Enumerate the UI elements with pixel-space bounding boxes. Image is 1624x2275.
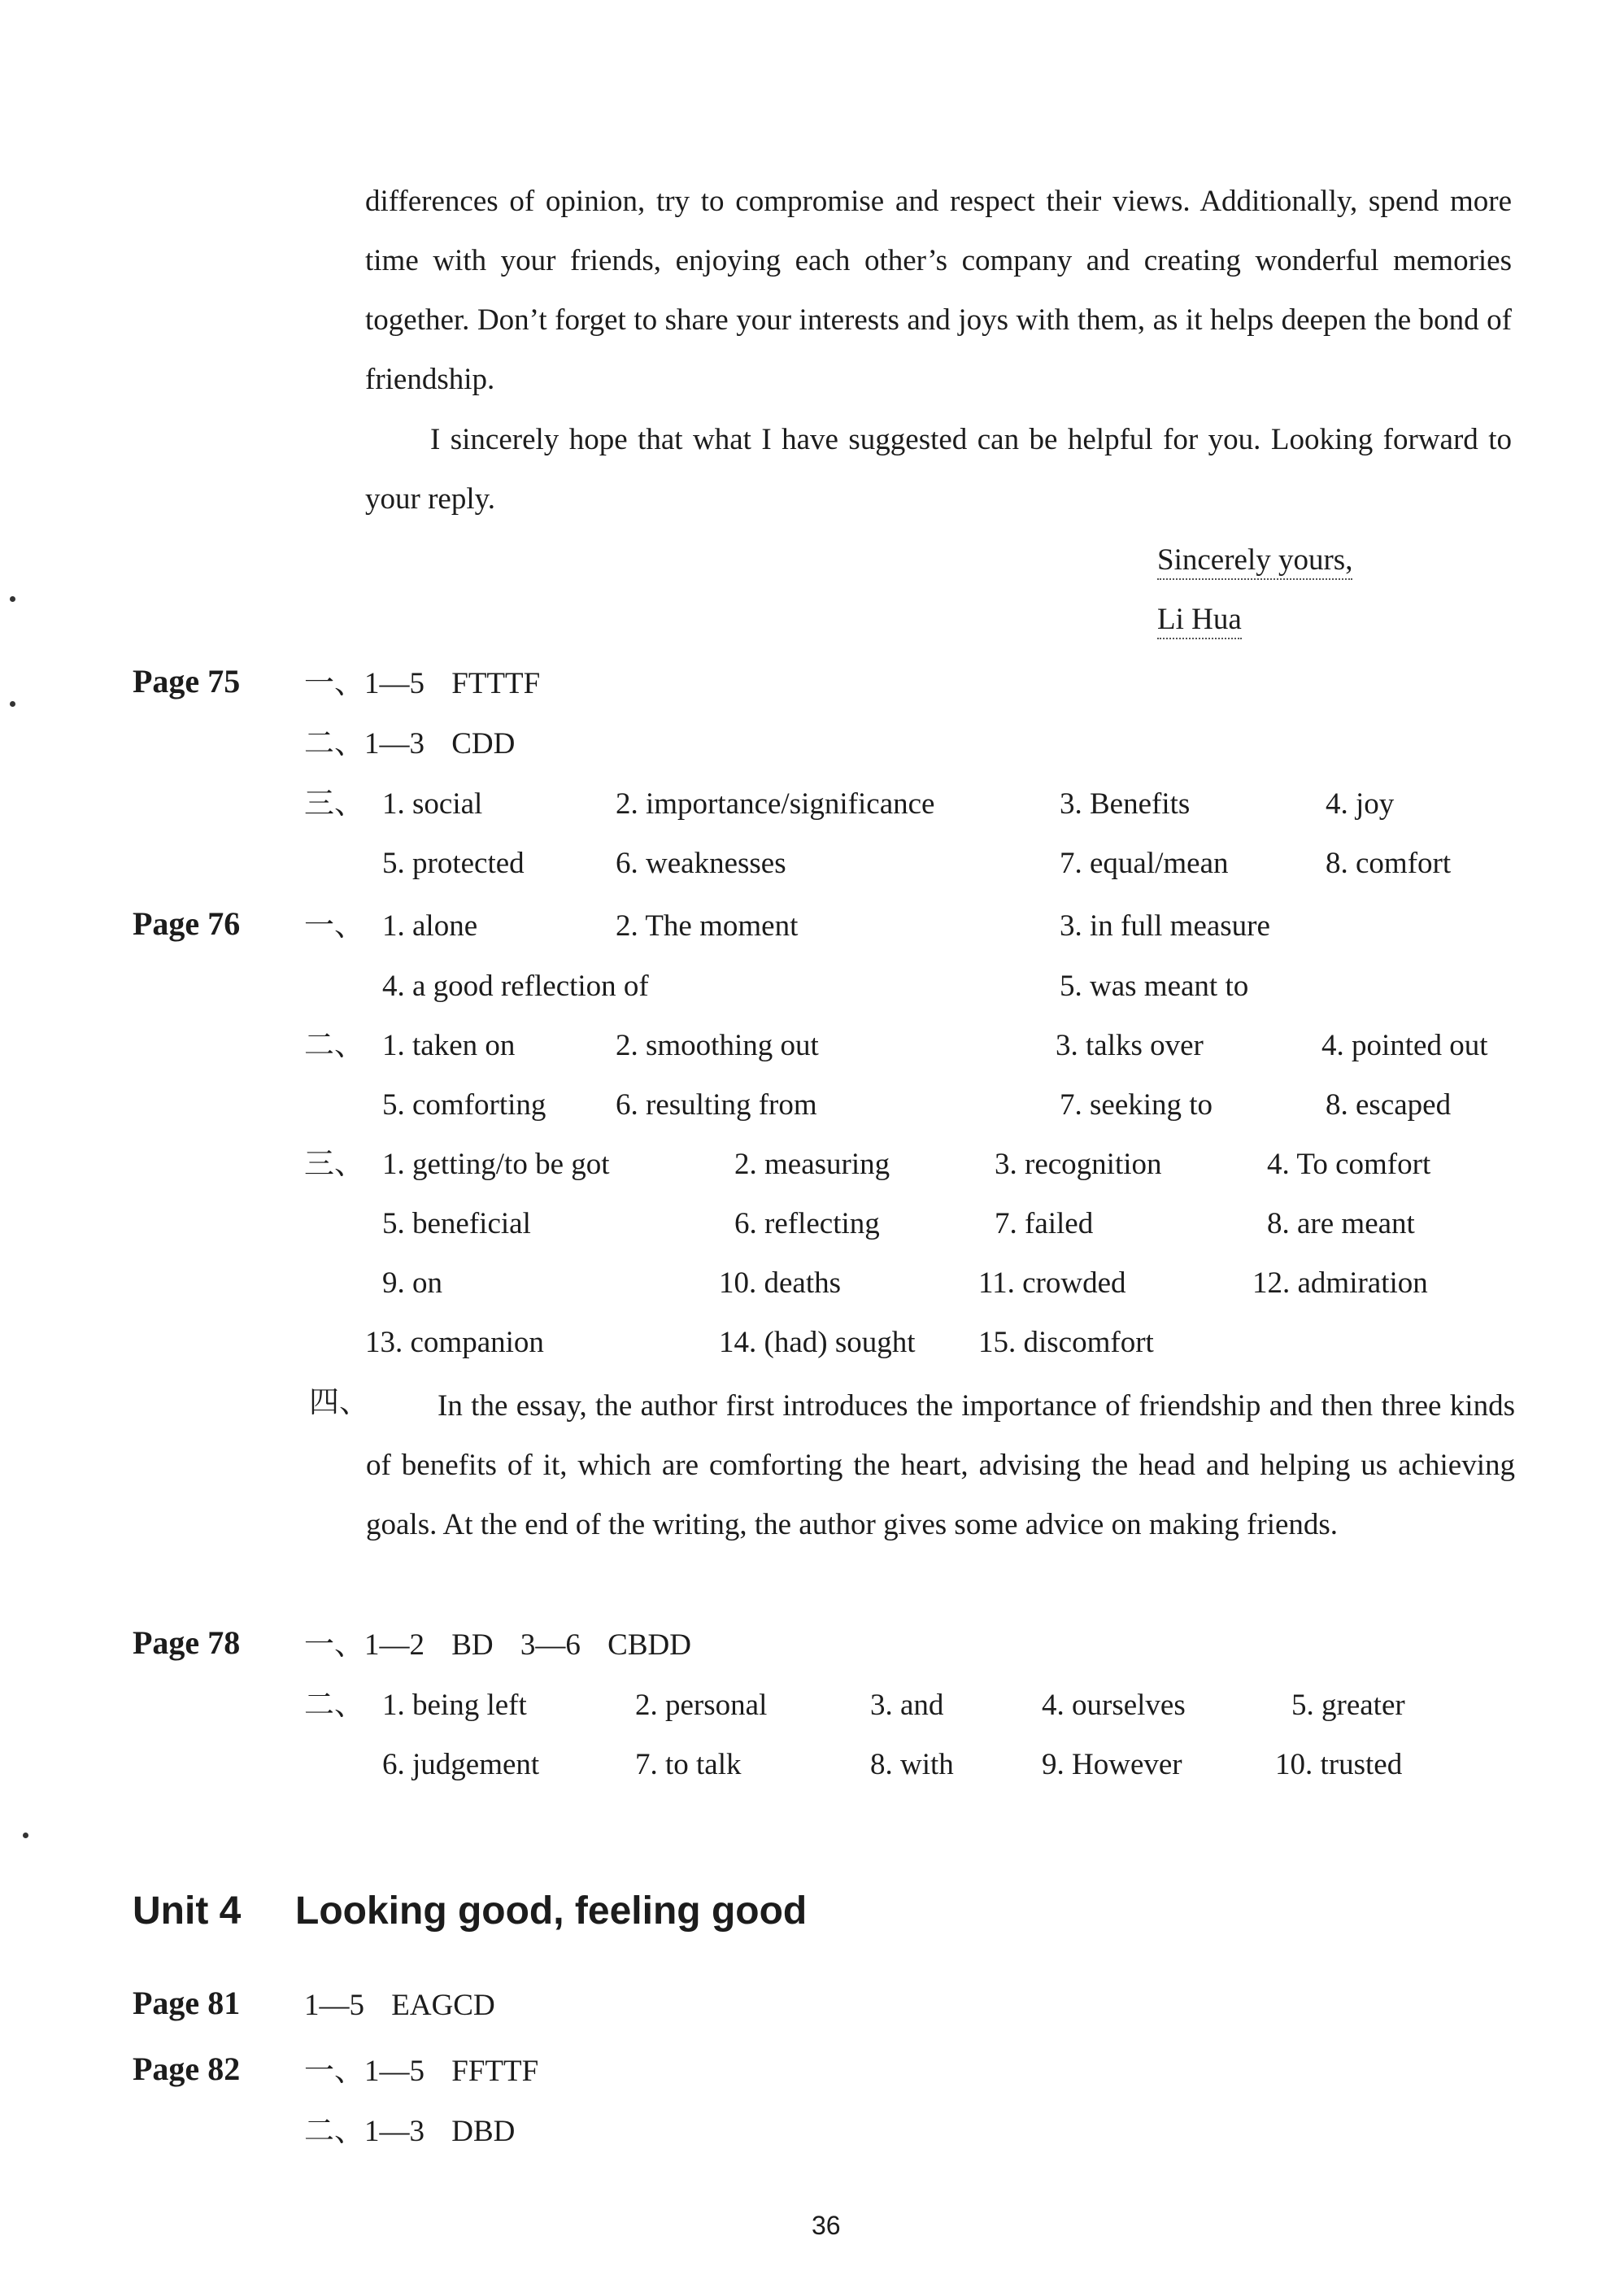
answer-range: 1—5 (364, 667, 425, 700)
answer-key: CDD (451, 727, 516, 761)
letter-paragraph-2: I sincerely hope that what I have suggested can be helpful for you. Looking forward to your reply. (365, 423, 1512, 516)
answer-key: DBD (451, 2115, 516, 2148)
answer-range: 3—6 (520, 1628, 581, 1662)
answer-key: EAGCD (391, 1989, 495, 2022)
p81-answers (304, 1990, 495, 2020)
unit-title: Looking good, feeling good (295, 1889, 808, 1933)
p76-section-2-marker: 二、 (304, 1029, 364, 1062)
page-76-label: Page 76 (133, 905, 241, 942)
answer-item: 6. judgement (382, 1748, 540, 1781)
answer-item: 10. deaths (719, 1266, 842, 1300)
answer-item: 3. Benefits (1060, 787, 1191, 821)
answer-item: 2. smoothing out (616, 1029, 819, 1062)
p75-section-3-marker: 三、 (304, 787, 364, 821)
answer-item: 10. trusted (1275, 1748, 1403, 1781)
letter-signature: Li Hua (1157, 604, 1242, 634)
answer-item: 8. with (870, 1748, 954, 1781)
answer-range: 1—3 (364, 727, 425, 761)
answer-item: 3. recognition (995, 1148, 1162, 1181)
answer-item: 3. in full measure (1060, 909, 1270, 943)
answer-item: 11. crowded (978, 1266, 1126, 1300)
p76-summary-text: In the essay, the author first introduces the importance of friendship and then three kinds of benefits of it, which are comforting the heart, advising the head and helping us achieving goals. At the end of the writing, the author gives some advice on making friends. (366, 1389, 1515, 1541)
answer-item: 2. importance/significance (616, 787, 935, 821)
answer-item: 1. social (382, 787, 483, 821)
answer-item: 1. getting/to be got (382, 1148, 610, 1181)
margin-dot (10, 596, 15, 602)
p76-section-1-marker: 一、 (304, 909, 364, 943)
answer-item: 4. pointed out (1321, 1029, 1488, 1062)
answer-item: 4. a good reflection of (382, 970, 649, 1003)
answer-item: 4. ourselves (1042, 1689, 1186, 1722)
answer-key: FFTTF (451, 2055, 539, 2088)
answer-item: 5. greater (1291, 1689, 1405, 1722)
answer-item: 9. However (1042, 1748, 1182, 1781)
unit-number: Unit 4 (133, 1889, 242, 1933)
answer-item: 2. The moment (616, 909, 799, 943)
answer-item: 6. reflecting (734, 1207, 880, 1240)
answer-range: 1—3 (364, 2115, 425, 2148)
page-number: 36 (812, 2211, 841, 2240)
p82-section-1 (304, 2056, 538, 2086)
answer-item: 3. and (870, 1689, 944, 1722)
answer-item: 13. companion (365, 1326, 544, 1359)
answer-item: 8. escaped (1326, 1088, 1452, 1122)
p76-section-4-marker: 四、 (309, 1386, 369, 1419)
p82-section-2 (304, 2116, 515, 2146)
answer-item: 1. taken on (382, 1029, 516, 1062)
answer-item: 3. talks over (1056, 1029, 1204, 1062)
answer-item: 6. weaknesses (616, 847, 786, 880)
page-82-label: Page 82 (133, 2051, 241, 2087)
answer-range: 1—2 (364, 1628, 425, 1662)
answer-item: 2. measuring (734, 1148, 890, 1181)
answer-key: BD (451, 1628, 494, 1662)
answer-item: 5. protected (382, 847, 525, 880)
answer-item: 6. resulting from (616, 1088, 817, 1122)
answer-item: 14. (had) sought (719, 1326, 916, 1359)
answer-item: 5. comforting (382, 1088, 546, 1122)
section-marker: 一、 (304, 667, 364, 700)
p78-section-2-marker: 二、 (304, 1689, 364, 1722)
answer-item: 4. To comfort (1267, 1148, 1431, 1181)
page-75-label: Page 75 (133, 663, 241, 699)
answer-item: 9. on (382, 1266, 442, 1300)
answer-item: 15. discomfort (978, 1326, 1154, 1359)
answer-item: 7. seeking to (1060, 1088, 1213, 1122)
margin-dot (10, 701, 15, 707)
answer-range: 1—5 (304, 1989, 364, 2022)
answer-item: 7. equal/mean (1060, 847, 1229, 880)
p75-section-1 (304, 669, 540, 699)
answer-item: 5. beneficial (382, 1207, 531, 1240)
answer-item: 8. comfort (1326, 847, 1452, 880)
answer-item: 12. admiration (1252, 1266, 1428, 1300)
p75-section-2 (304, 729, 515, 759)
answer-key: FTTTF (451, 667, 541, 700)
answer-item: 7. to talk (635, 1748, 742, 1781)
section-marker: 二、 (304, 727, 364, 761)
answer-range: 1—5 (364, 2055, 425, 2088)
answer-item: 1. alone (382, 909, 478, 943)
page-81-label: Page 81 (133, 1985, 241, 2021)
p78-section-1 (304, 1630, 691, 1660)
answer-item: 2. personal (635, 1689, 768, 1722)
letter-paragraph-1: differences of opinion, try to compromise and respect their views. Additionally, spend more time with your friends, enjoying each other’s company and creating wonderful memories together. Don’t forget to share your interests and joys with them, as it helps deepen the bond of friendship. (365, 185, 1512, 396)
section-marker: 一、 (304, 1628, 364, 1662)
section-marker: 二、 (304, 2115, 364, 2148)
letter-closing: Sincerely yours, (1157, 545, 1352, 575)
margin-dot (23, 1833, 28, 1838)
page-78-label: Page 78 (133, 1624, 241, 1661)
section-marker: 一、 (304, 2055, 364, 2088)
answer-item: 4. joy (1326, 787, 1395, 821)
answer-item: 5. was meant to (1060, 970, 1249, 1003)
answer-item: 1. being left (382, 1689, 527, 1722)
answer-item: 8. are meant (1267, 1207, 1415, 1240)
answer-item: 7. failed (995, 1207, 1094, 1240)
answer-key: CBDD (607, 1628, 691, 1662)
p76-section-3-marker: 三、 (304, 1148, 364, 1181)
